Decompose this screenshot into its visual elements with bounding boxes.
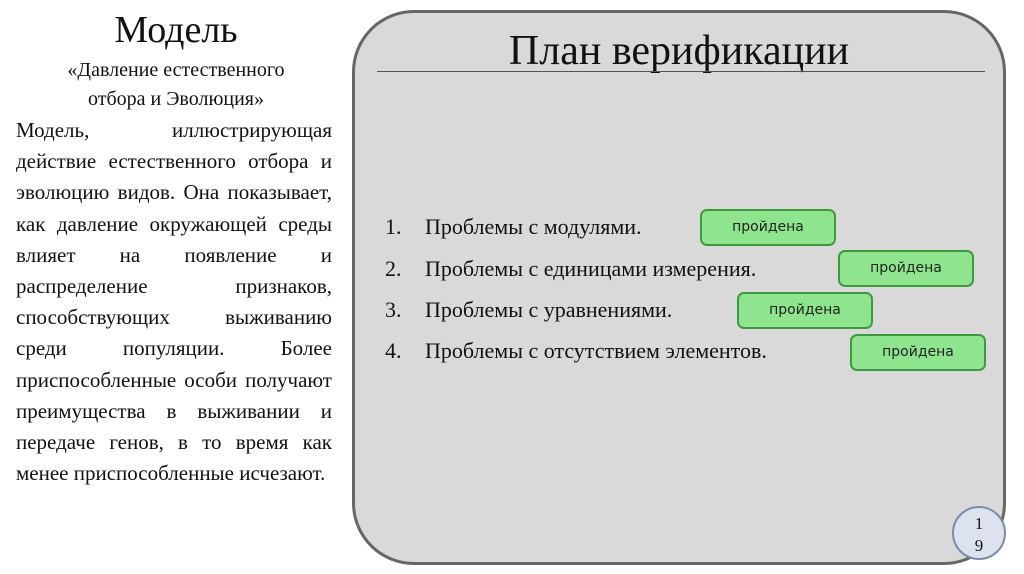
title-divider	[377, 71, 985, 72]
plan-item-number: 3.	[385, 297, 402, 322]
plan-item-number: 2.	[385, 256, 402, 281]
page-number-badge	[952, 506, 1006, 560]
plan-item-units	[385, 251, 756, 287]
subtitle-line-1: «Давление естественного	[67, 59, 285, 81]
model-description: Модель, иллюстрирующая действие естественного отбора и эволюцию видов. Она показывает, как давление окружающей среды влияет на появление и распределение признаков, способствующих выживанию среди популяции. Более приспособленные особи получают преимущества в выживании и передаче генов, в то время как менее приспособленные исчезают.	[16, 118, 332, 486]
plan-item-modules	[385, 209, 642, 245]
plan-item-text: Проблемы с модулями.	[425, 214, 642, 239]
plan-item-equations	[385, 292, 672, 328]
plan-item-text: Проблемы с уравнениями.	[425, 297, 673, 322]
slide-subtitle	[0, 56, 352, 114]
plan-item-number: 4.	[385, 338, 402, 363]
slide-title: Модель	[114, 9, 238, 51]
status-badge-units: пройдена	[838, 250, 974, 287]
verification-plan-title: План верификации	[508, 28, 850, 74]
status-badge-equations: пройдена	[737, 292, 873, 329]
plan-item-text: Проблемы с единицами измерения.	[425, 256, 757, 281]
page-number-digit-2: 9	[974, 536, 984, 555]
plan-item-text: Проблемы с отсутствием элементов.	[425, 338, 767, 363]
verification-plan-panel	[352, 10, 1006, 565]
status-badge-missing-elements: пройдена	[850, 334, 986, 371]
plan-item-number: 1.	[385, 214, 402, 239]
plan-item-missing-elements	[385, 333, 767, 369]
subtitle-line-2: отбора и Эволюция»	[87, 88, 264, 110]
page-number-digit-1: 1	[974, 514, 984, 533]
status-badge-modules: пройдена	[700, 209, 836, 246]
